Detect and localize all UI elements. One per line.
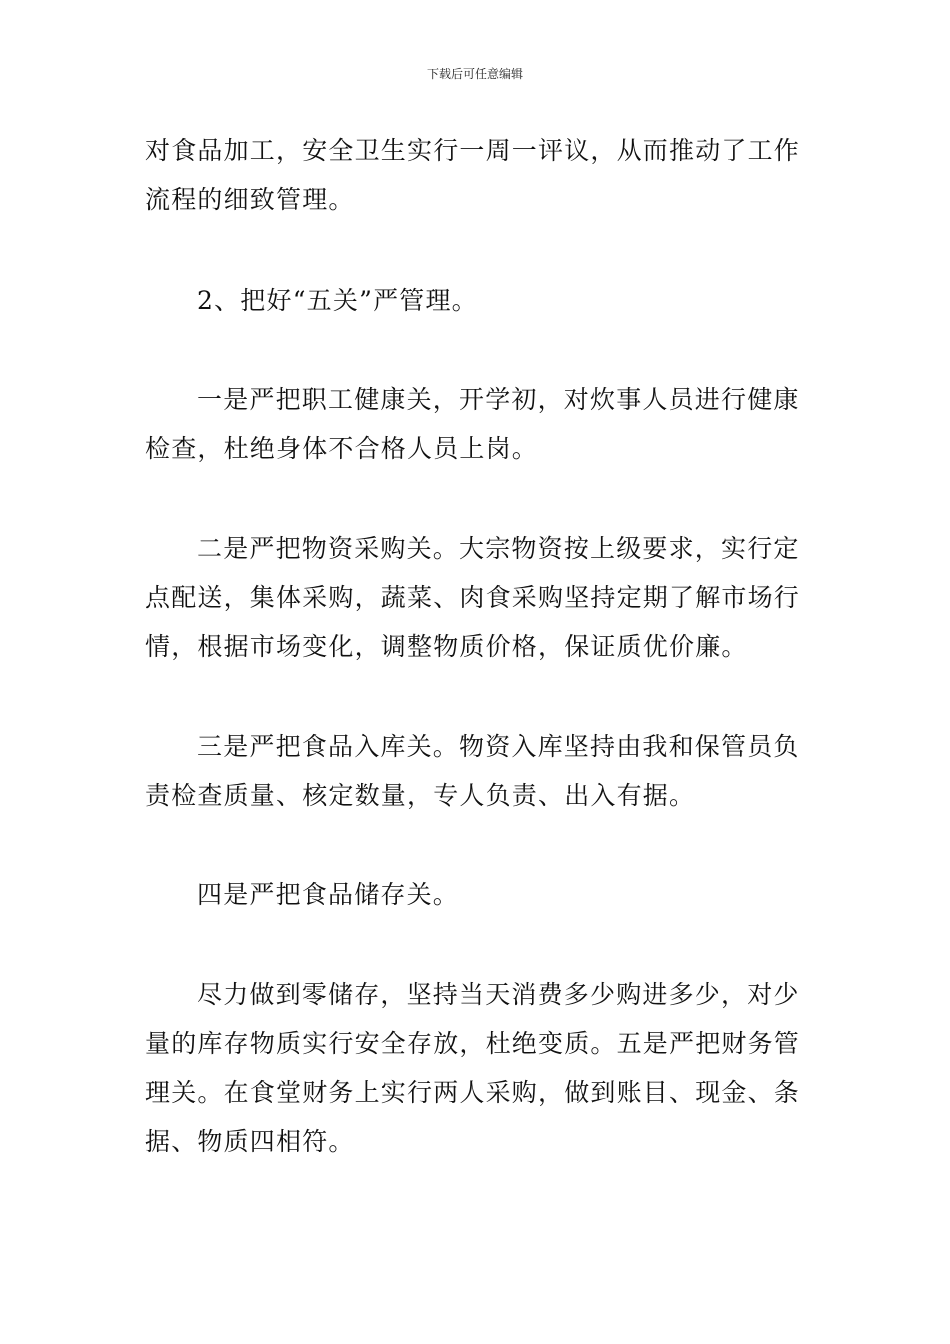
text-line: 三是严把食品入库关。物资入库坚持由我和保管员负 (197, 732, 800, 761)
text-line: 理关。在食堂财务上实行两人采购，做到账目、现金、条 (145, 1078, 801, 1107)
text-line: 二是严把物资采购关。大宗物资按上级要求，实行定 (197, 534, 800, 563)
text-line: 尽力做到零储存，坚持当天消费多少购进多少，对少 (197, 980, 800, 1009)
text-line: 2、把好“五关”严管理。 (197, 286, 478, 315)
text-line: 点配送，集体采购，蔬菜、肉食采购坚持定期了解市场行 (145, 583, 801, 612)
text-line: 责检查质量、核定数量，专人负责、出入有据。 (145, 781, 696, 810)
text-line: 一是严把职工健康关，开学初，对炊事人员进行健康 (197, 385, 800, 414)
paragraph-warehousing-check (145, 722, 813, 820)
text-line: 情，根据市场变化，调整物质价格，保证质优价廉。 (145, 632, 748, 661)
header-note: 下载后可任意编辑 (426, 67, 523, 81)
paragraph-health-check (145, 375, 813, 473)
paragraph-procurement-check (145, 524, 813, 671)
paragraph-food-processing (145, 126, 813, 224)
text-line: 据、物质四相符。 (145, 1127, 355, 1156)
paragraph-five-checks-heading (145, 276, 813, 325)
text-line: 流程的细致管理。 (145, 185, 355, 214)
text-line: 量的库存物质实行安全存放，杜绝变质。五是严把财务管 (145, 1029, 801, 1058)
paragraph-storage-check-heading (145, 870, 813, 919)
text-line: 对食品加工，安全卫生实行一周一评议，从而推动了工作 (145, 136, 801, 165)
text-line: 检查，杜绝身体不合格人员上岗。 (145, 434, 539, 463)
paragraph-storage-finance (145, 970, 813, 1166)
text-line: 四是严把食品储存关。 (197, 880, 460, 909)
